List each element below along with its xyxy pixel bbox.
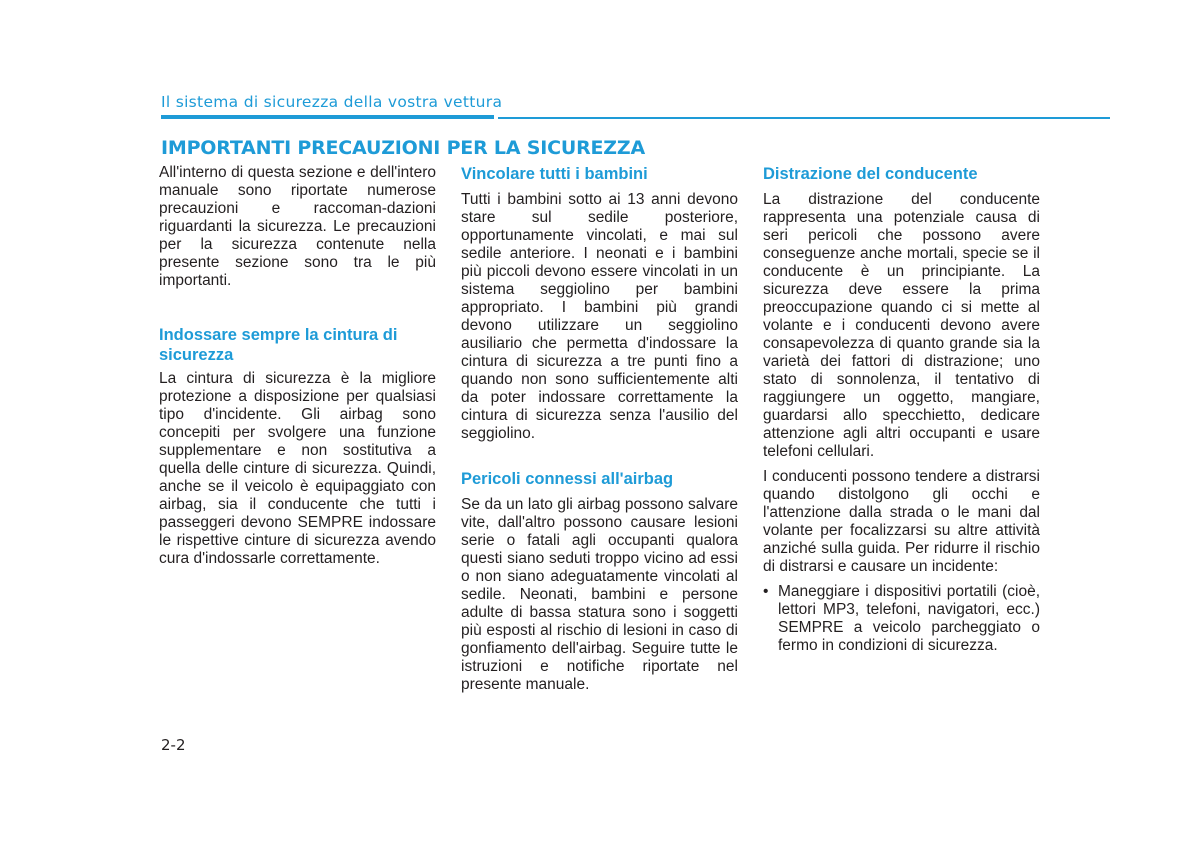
distraction-paragraph-2: I conducenti possono tendere a distrarsi quando distolgono gli occhi e l'attenzione dalla strada o le mani dal volante per focalizzarsi su altre attività anziché sulla guida. Per ridurre il rischio di distrarsi e causare un incidente: [763,468,1040,575]
distraction-bullet-list [763,583,1040,655]
page-number: 2-2 [161,736,186,754]
column-3 [763,164,1040,655]
distraction-paragraph-1: La distrazione del conducente rappresenta una potenziale causa di seri pericoli che possono avere conseguenze anche mortali, specie se il conducente è un principiante. La sicurezza deve essere la prima preoccupazione quando ci si mette al volante e i conducenti devono avere consapevolezza di quanto grande sia la varietà dei fattori di distrazione; uno stato di sonnolenza, il tentativo di raggiungere un oggetto, mangiare, guardarsi allo specchietto, dedicare attenzione agli altri occupanti e usare telefoni cellulari. [763,191,1040,460]
seatbelt-heading: Indossare sempre la cintura di sicurezza [159,326,398,364]
children-heading: Vincolare tutti i bambini [461,165,648,183]
bullet-icon: • [763,583,769,600]
airbag-paragraph: Se da un lato gli airbag possono salvare vite, dall'altro possono causare lesioni serie o fatali agli occupanti qualora questi siano seduti troppo vicino ad essi o non siano adeguatamente vincolati al sedile. Neonati, bambini e persone adulte di bassa statura sono i soggetti più esposti al rischio di lesioni in caso di gonfiamento dell'airbag. Seguire tutte le istruzioni e notifiche riportate nel presente manuale. [461,496,738,693]
column-1 [159,164,436,568]
column-2 [461,164,738,694]
header-rule-thin [498,117,1110,119]
airbag-heading: Pericoli connessi all'airbag [461,470,674,488]
header-rule-thick [161,115,494,119]
distraction-heading: Distrazione del conducente [763,165,978,183]
seatbelt-paragraph: La cintura di sicurezza è la migliore protezione a disposizione per qualsiasi tipo d'incidente. Gli airbag sono concepiti per svolgere una funzione supplementare e non sostitutiva a quella delle cinture di sicurezza. Quindi, anche se il veicolo è equipaggiato con airbag, sia il conducente che tutti i passeggeri devono SEMPRE indossare le rispettive cinture di sicurezza avendo cura d'indossarle correttamente. [159,370,436,567]
intro-paragraph: All'interno di questa sezione e dell'intero manuale sono riportate numerose precauzioni e raccoman-dazioni riguardanti la sicurezza. Le precauzioni per la sicurezza contenute nella presente sezione sono tra le più importanti. [159,164,436,289]
page-title: IMPORTANTI PRECAUZIONI PER LA SICUREZZA [161,137,645,159]
bullet-item [763,583,1040,655]
children-paragraph: Tutti i bambini sotto ai 13 anni devono stare sul sedile posteriore, opportunamente vincolati, e mai sul sedile anteriore. I neonati e i bambini più piccoli devono essere vincolati in un sistema seggiolino per bambini appropriato. I bambini più grandi devono utilizzare un seggiolino ausiliario che permetta d'indossare la cintura di sicurezza a tre punti fino a quando non sono sufficientemente alti da poter indossare correttamente la cintura di sicurezza senza l'ausilio del seggiolino. [461,191,738,442]
section-header: Il sistema di sicurezza della vostra vettura [161,93,503,111]
bullet-text: Maneggiare i dispositivi portatili (cioè, lettori MP3, telefoni, navigatori, ecc.) SEMPRE a veicolo parcheggiato o fermo in condizioni di sicurezza. [778,583,1040,654]
